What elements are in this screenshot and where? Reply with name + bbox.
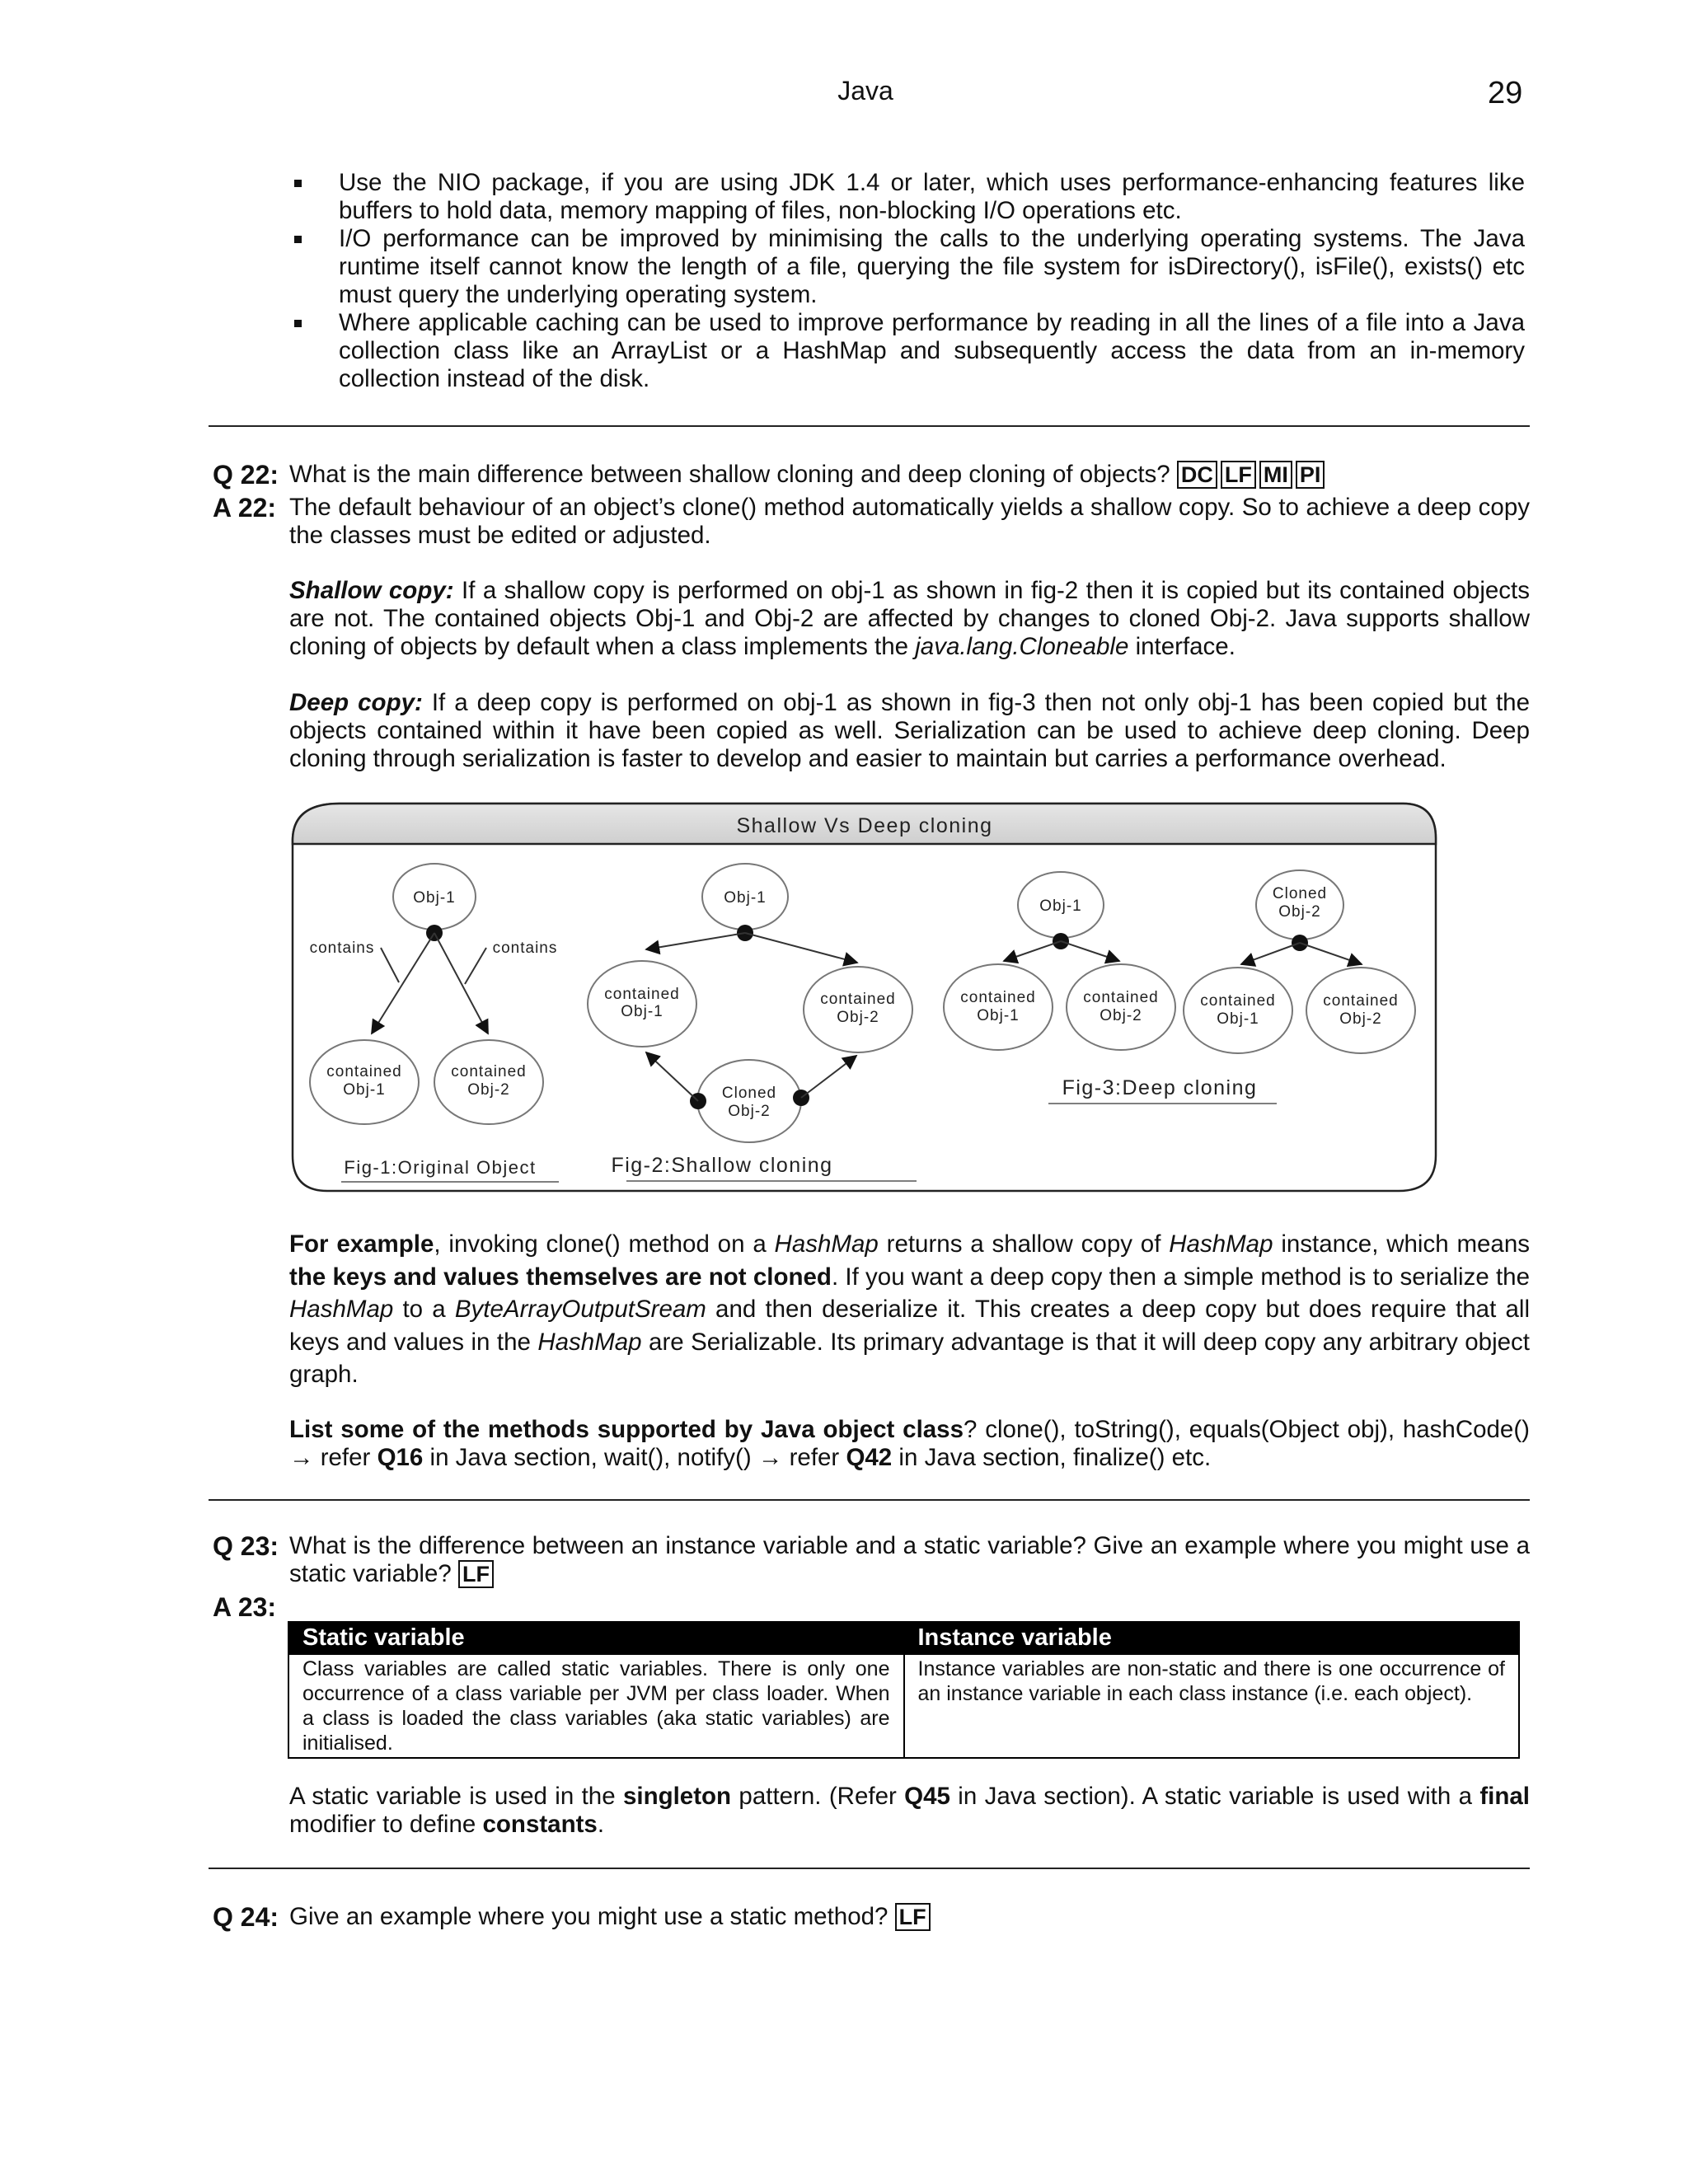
static-variable-usage-paragraph (289, 1783, 1530, 1839)
hashmap-term: HashMap (1169, 1230, 1273, 1258)
a22-label: A 22: (213, 493, 277, 523)
bullet-square-icon (294, 236, 302, 243)
a23-label: A 23: (213, 1592, 277, 1622)
cloneable-interface-name: java.lang.Cloneable (915, 633, 1129, 660)
shallow-copy-paragraph (289, 577, 1530, 661)
node-label: Obj-2 (1278, 903, 1321, 921)
example-text: returns a shallow copy of (878, 1230, 1170, 1258)
hashmap-term: HashMap (537, 1328, 642, 1356)
node-label: contained (451, 1063, 527, 1080)
bullet-square-icon (294, 320, 302, 327)
contains-label: contains (309, 940, 375, 957)
hashmap-term: HashMap (774, 1230, 879, 1258)
node-label: Obj-2 (1339, 1010, 1382, 1028)
list-item (284, 225, 1525, 309)
usage-emphasis: final (1479, 1783, 1531, 1810)
q22-question-text: What is the main difference between shallow cloning and deep cloning of objects? (289, 461, 1170, 488)
table-header-row (288, 1622, 1519, 1654)
usage-text: A static variable is used in the (289, 1783, 623, 1810)
node-label: contained (1323, 992, 1399, 1010)
deep-copy-text: If a deep copy is performed on obj-1 as shown in fig-3 then not only obj-1 has been copied but the objects contained within it have been copied as well. Serialization can be used to achieve deep cloning. Deep cloning through serialization is faster to develop and easier to maintain but carries a performance overhead. (289, 689, 1530, 772)
node-label: contained (1200, 992, 1276, 1010)
contains-label: contains (492, 940, 558, 957)
usage-emphasis: constants (482, 1811, 598, 1838)
question-reference: Q42 (846, 1444, 893, 1471)
node-label: Obj-2 (837, 1009, 879, 1026)
list-item-text: I/O performance can be improved by minimising the calls to the underlying operating systems. The Java runtime itself cannot know the length of a file, querying the file system for isDirectory(), isFile(), exists() etc must query the underlying operating system. (339, 225, 1525, 308)
fig2-caption: Fig-2:Shallow cloning (611, 1154, 833, 1177)
hashmap-term: HashMap (289, 1296, 394, 1323)
node-label: Obj-1 (343, 1081, 386, 1099)
tag-badge: DC (1177, 461, 1217, 489)
table-header-cell: Instance variable (904, 1622, 1520, 1654)
example-text: and then deserialize it. This creates a deep copy but does require that all keys and values in the (289, 1296, 1530, 1356)
bytearrayoutputstream-term: ByteArrayOutputSream (454, 1296, 706, 1323)
section-divider (209, 1868, 1530, 1869)
q24-label: Q 24: (213, 1902, 279, 1932)
list-item-text: Use the NIO package, if you are using JDK 1.4 or later, which uses performance-enhancing features like buffers to hold data, memory mapping of files, non-blocking I/O operations etc. (339, 169, 1525, 224)
shallow-copy-end: interface. (1128, 633, 1236, 660)
shallow-copy-term: Shallow copy: (289, 577, 454, 604)
example-emphasis: the keys and values themselves are not cloned (289, 1263, 832, 1291)
a22-answer: The default behaviour of an object’s clone() method automatically yields a shallow copy. So to achieve a deep copy the classes must be edited or adjusted. (289, 494, 1530, 549)
q22-label: Q 22: (213, 460, 279, 490)
usage-text: . (597, 1811, 605, 1838)
fig1-caption: Fig-1:Original Object (344, 1157, 537, 1178)
tag-badge: PI (1296, 461, 1325, 489)
node-label: Obj-1 (621, 1003, 663, 1020)
node-label: Obj-1 (1039, 898, 1082, 915)
q22-question (289, 461, 1530, 489)
object-methods-paragraph (289, 1416, 1530, 1472)
node-label: Cloned (721, 1085, 777, 1102)
node-label: contained (1083, 989, 1159, 1006)
node-label: Obj-2 (467, 1081, 510, 1099)
usage-text: modifier to define (289, 1811, 483, 1838)
node-label: contained (604, 986, 680, 1003)
io-tips-list (284, 169, 1525, 393)
shallow-copy-text: If a shallow copy is performed on obj-1 as shown in fig-2 then it is copied but its contained objects are not. The contained objects Obj-1 and Obj-2 are affected by changes to cloned Obj-2. Java supports shallow cloning of objects by default when a class implements the (289, 577, 1530, 660)
list-item (284, 309, 1525, 393)
table-cell: Instance variables are non-static and there is one occurrence of an instance variable in each class instance (i.e. each object). (904, 1654, 1520, 1758)
tag-badge: LF (1221, 461, 1256, 489)
example-text: are Serializable. Its primary advantage is that it will deep copy any arbitrary object graph. (289, 1328, 1530, 1388)
node-label: contained (820, 991, 896, 1008)
cloning-diagram (290, 801, 1439, 1194)
diagram-title: Shallow Vs Deep cloning (736, 814, 993, 837)
deep-copy-term: Deep copy: (289, 689, 423, 716)
usage-text: in Java section). A static variable is used with a (950, 1783, 1480, 1810)
node-label: Obj-1 (413, 889, 456, 907)
table-header-cell: Static variable (288, 1622, 904, 1654)
methods-lead: List some of the methods supported by Java object class (289, 1416, 964, 1443)
node-label: Obj-2 (728, 1103, 771, 1120)
example-lead: For example (289, 1230, 434, 1258)
node-label: Obj-1 (1217, 1010, 1259, 1028)
question-reference: Q16 (377, 1444, 424, 1471)
tag-badge: LF (458, 1560, 494, 1588)
example-text: to a (393, 1296, 455, 1323)
static-vs-instance-table (288, 1621, 1520, 1759)
running-header-title: Java (837, 76, 893, 105)
node-label: contained (326, 1063, 402, 1080)
section-divider (209, 425, 1530, 427)
list-item (284, 169, 1525, 225)
example-text: , invoking clone() method on a (434, 1230, 775, 1258)
example-text: instance, which means (1273, 1230, 1530, 1258)
methods-text: in Java section, finalize() etc. (892, 1444, 1212, 1471)
node-label: Obj-2 (1100, 1007, 1142, 1024)
methods-text: in Java section, wait(), notify() → refer (423, 1444, 846, 1471)
section-divider (209, 1499, 1530, 1501)
example-text: . If you want a deep copy then a simple method is to serialize the (831, 1263, 1530, 1291)
node-label: Cloned (1272, 885, 1328, 902)
node-label: Obj-1 (724, 889, 767, 907)
q24-question-text: Give an example where you might use a static method? (289, 1903, 889, 1930)
node-label: Obj-1 (977, 1007, 1020, 1024)
q23-question (289, 1532, 1530, 1588)
page-number: 29 (1488, 76, 1523, 110)
tag-badge: MI (1259, 461, 1292, 489)
q23-label: Q 23: (213, 1531, 279, 1561)
bullet-square-icon (294, 180, 302, 187)
deep-copy-paragraph (289, 689, 1530, 773)
hashmap-example-paragraph (289, 1228, 1530, 1391)
q23-question-text: What is the difference between an instance variable and a static variable? Give an example where you might use a static variable? (289, 1532, 1530, 1587)
q24-question (289, 1903, 1530, 1931)
table-row (288, 1654, 1519, 1758)
list-item-text: Where applicable caching can be used to improve performance by reading in all the lines of a file into a Java collection class like an ArrayList or a HashMap and subsequently access the data from an in-memory collection instead of the disk. (339, 309, 1525, 392)
table-cell: Class variables are called static variables. There is only one occurrence of a class variable per JVM per class loader. When a class is loaded the class variables (aka static variables) are initialised. (288, 1654, 904, 1758)
usage-text: pattern. (Refer (731, 1783, 905, 1810)
methods-text: ? clone(), toString(), equals(Object obj), hashCode() → refer (289, 1416, 1530, 1471)
fig3-caption: Fig-3:Deep cloning (1062, 1076, 1258, 1099)
usage-emphasis: singleton (622, 1783, 732, 1810)
question-reference: Q45 (904, 1783, 950, 1810)
node-label: contained (960, 989, 1036, 1006)
tag-badge: LF (895, 1903, 931, 1931)
